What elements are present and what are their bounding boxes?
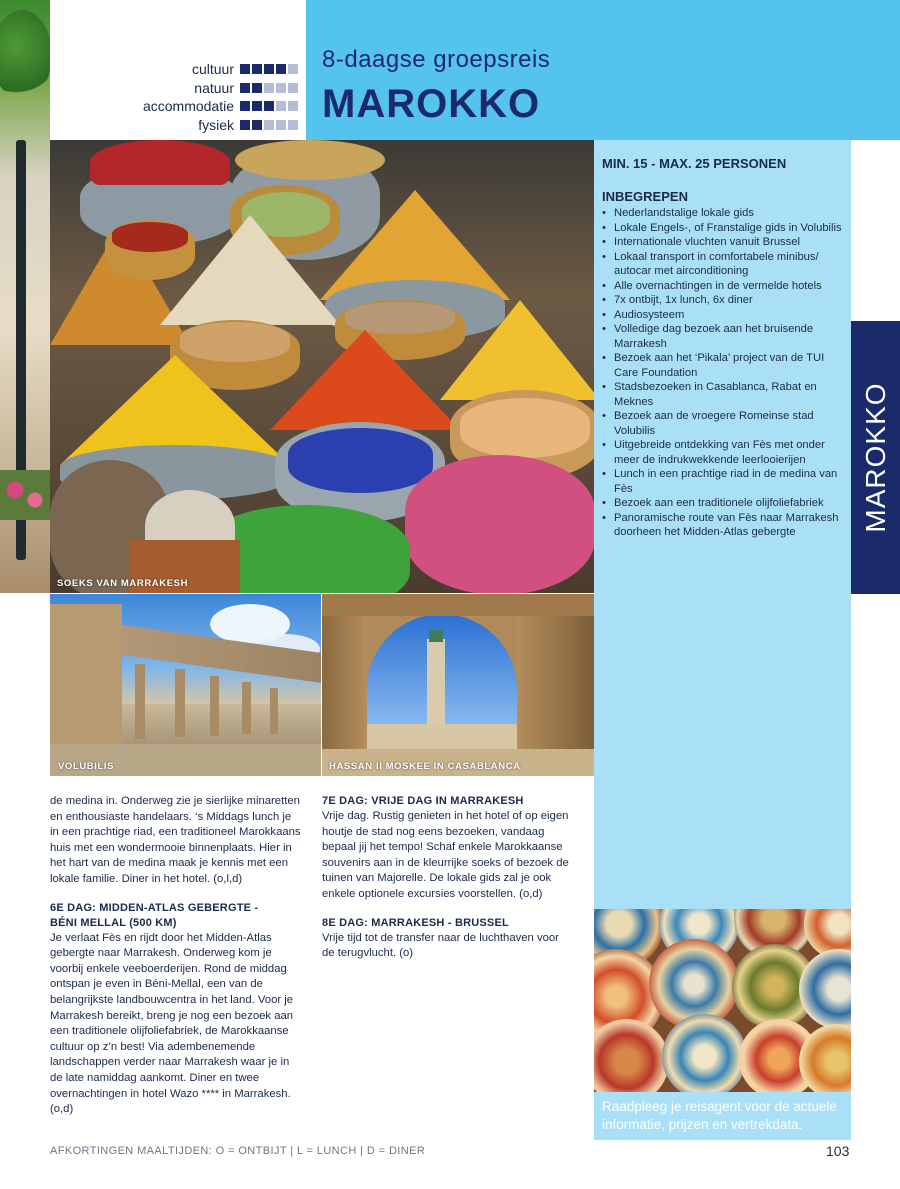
rating-row-accommodatie [143, 97, 298, 115]
rating-square-filled [240, 83, 250, 93]
itinerary-mid-column [322, 794, 574, 962]
rating-row-natuur [194, 79, 298, 97]
rating-square-empty [276, 101, 286, 111]
day7-text: Vrije dag. Rustig genieten in het hotel of op eigen houtje de stad nog eens bezoeken, vandaag bepaal jij het tempo! Schaf enkele Marokkaanse souvenirs aan in de kleurrijke soeks of bezoek de tuinen van Majorelle. De lokale gids zal je ook enkele optionele excursies voorstellen. (o,d) [322, 810, 569, 900]
spices-photo [50, 140, 594, 593]
rating-square-empty [264, 120, 274, 130]
rating-box [50, 0, 306, 140]
rating-squares [240, 101, 298, 111]
country-side-tab [851, 321, 900, 594]
page-title: MAROKKO [322, 82, 541, 126]
hassan-caption: HASSAN II MOSKEE IN CASABLANCA [329, 761, 521, 772]
group-size: MIN. 15 - MAX. 25 PERSONEN [602, 156, 787, 171]
side-tab-label: MAROKKO [860, 382, 891, 533]
rating-label: natuur [194, 80, 234, 96]
included-item: • Stadsbezoeken in Casablanca, Rabat en Meknes [602, 380, 847, 409]
included-item: • Nederlandstalige lokale gids [602, 206, 847, 221]
included-item: • Bezoek aan de vroegere Romeinse stad Volubilis [602, 409, 847, 438]
included-item: • Panoramische route van Fès naar Marrakesh doorheen het Midden-Atlas gebergte [602, 511, 847, 540]
page-number: 103 [826, 1143, 850, 1159]
included-item: • Lunch in een prachtige riad in de medina van Fès [602, 467, 847, 496]
rating-square-filled [252, 120, 262, 130]
trip-type: 8-daagse groepsreis [322, 46, 551, 73]
rating-square-filled [252, 83, 262, 93]
included-item: • Alle overnachtingen in de vermelde hotels [602, 279, 847, 294]
rating-squares [240, 64, 298, 74]
day8-title: 8E DAG: MARRAKESH - BRUSSEL [322, 916, 509, 929]
rating-row-cultuur [192, 60, 298, 78]
included-item: • Internationale vluchten vanuit Brussel [602, 235, 847, 250]
day6-text: Je verlaat Fès en rijdt door het Midden-Atlas gebergte naar Marrakesh. Onderweg kom je voorbij enkele veeboerderijen. Rond de middag ontspan je even in Béni-Mellal, een van de belangrijkste landbouwcentra in het land. Voor je Marrakesh bereikt, breng je nog een bezoek aan een traditionele olijfoliefabriek, de Marokkaanse cultuur op z’n best! Via adembenemende landschappen verder naar Marrakesh waar je in de late namiddag aankomt. Diner en twee overnachtingen in hotel Wazo **** in Marrakesh. (o,d) [50, 931, 294, 1116]
agent-note: Raadpleeg je reisagent voor de actuele informatie, prijzen en vertrekdata. [602, 1099, 837, 1132]
rating-square-empty [276, 120, 286, 130]
day7-title: 7E DAG: VRIJE DAG IN MARRAKESH [322, 795, 524, 807]
included-item: • Bezoek aan een traditionele olijfoliefabriek [602, 496, 847, 511]
included-title: INBEGREPEN [602, 189, 688, 204]
included-item: • Uitgebreide ontdekking van Fès met onder meer de indrukwekkende leerlooierijen [602, 438, 847, 467]
rating-square-empty [288, 64, 298, 74]
rating-square-filled [240, 64, 250, 74]
included-item: • Bezoek aan het ‘Pikala’ project van de TUI Care Foundation [602, 351, 847, 380]
day8-text: Vrije tijd tot de transfer naar de luchthaven voor de terugvlucht. (o) [322, 931, 559, 960]
volubilis-photo [50, 594, 321, 776]
ceramics-photo [594, 909, 851, 1092]
rating-square-filled [252, 64, 262, 74]
included-item: • Audiosysteem [602, 308, 847, 323]
volubilis-caption: VOLUBILIS [58, 761, 115, 772]
rating-square-empty [288, 120, 298, 130]
hassan-mosque-photo [322, 594, 594, 776]
rating-squares [240, 83, 298, 93]
rating-square-filled [276, 64, 286, 74]
rating-square-filled [240, 120, 250, 130]
included-item: • Lokale Engels-, of Franstalige gids in Volubilis [602, 221, 847, 236]
included-item: • 7x ontbijt, 1x lunch, 6x diner [602, 293, 847, 308]
meal-abbreviations: AFKORTINGEN MAALTIJDEN: O = ONTBIJT | L = LUNCH | D = DINER [50, 1145, 426, 1157]
itinerary-left-column [50, 794, 302, 1118]
rating-square-empty [264, 83, 274, 93]
rating-square-filled [264, 101, 274, 111]
rating-square-empty [276, 83, 286, 93]
included-item: • Volledige dag bezoek aan het bruisende Marrakesh [602, 322, 847, 351]
rating-square-filled [252, 101, 262, 111]
rating-label: fysiek [198, 117, 234, 133]
day6-title-line1: 6E DAG: MIDDEN-ATLAS GEBERGTE - [50, 901, 259, 914]
rating-square-empty [288, 83, 298, 93]
rating-square-empty [288, 101, 298, 111]
included-list [602, 206, 847, 540]
rating-squares [240, 120, 298, 130]
palm-tree-photo [0, 0, 50, 593]
rating-label: cultuur [191, 61, 234, 77]
day6-title-line2: BÉNI MELLAL (500 KM) [50, 916, 177, 929]
rating-square-filled [264, 64, 274, 74]
rating-row-fysiek [198, 116, 298, 134]
day5-continued-text: de medina in. Onderweg zie je sierlijke minaretten en enthousiaste handelaars. ‘s Middags lunch je in een prachtige riad, een traditioneel Marokkaans huis met een wondermooie binnenplaats. Hier in het hart van de medina maak je kennis met een lokale familie. Diner in het hotel. (o,l,d) [50, 795, 301, 885]
rating-square-filled [240, 101, 250, 111]
rating-label: accommodatie [142, 98, 234, 114]
spices-caption: SOEKS VAN MARRAKESH [57, 578, 189, 589]
included-item: • Lokaal transport in comfortabele minibus/ autocar met airconditioning [602, 250, 847, 279]
